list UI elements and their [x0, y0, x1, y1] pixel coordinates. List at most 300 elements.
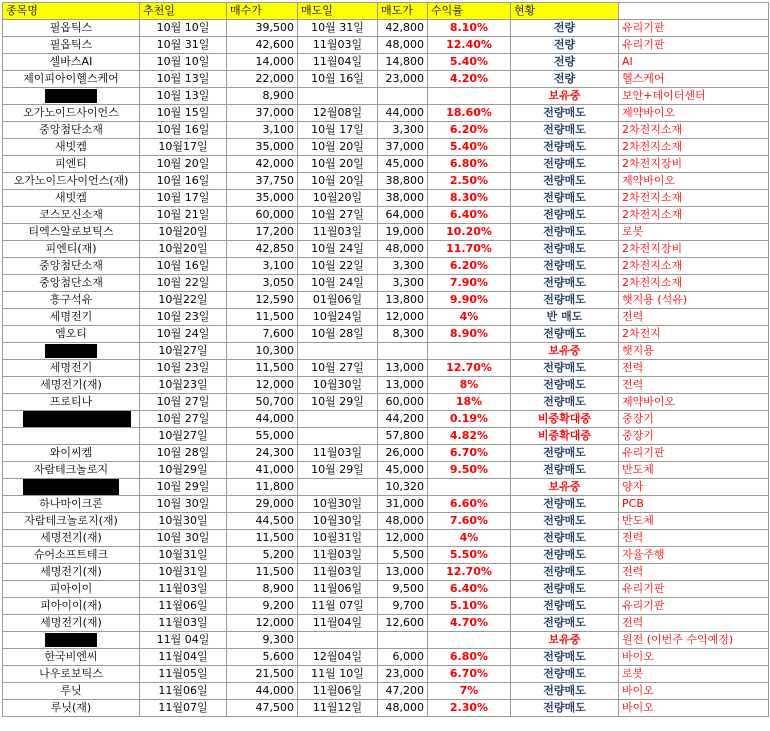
sector-cell[interactable]: 전력 — [619, 564, 769, 581]
sector-cell[interactable]: 햇지용 — [619, 343, 769, 360]
stock-name-cell[interactable]: 나우로보틱스 — [3, 666, 140, 683]
sell-price-cell[interactable]: 48,000 — [378, 700, 428, 717]
status-cell[interactable]: 전량매도 — [511, 224, 619, 241]
status-cell[interactable]: 전량매도 — [511, 598, 619, 615]
status-cell[interactable]: 전량매도 — [511, 275, 619, 292]
buy-price-cell[interactable]: 39,500 — [227, 20, 298, 37]
return-rate-cell[interactable]: 6.70% — [428, 445, 511, 462]
status-cell[interactable]: 전량매도 — [511, 666, 619, 683]
sector-cell[interactable]: 2차전지소재 — [619, 139, 769, 156]
stock-name-cell[interactable] — [3, 411, 140, 428]
status-cell[interactable]: 전량 — [511, 54, 619, 71]
sell-price-cell[interactable] — [378, 88, 428, 105]
buy-price-cell[interactable]: 3,050 — [227, 275, 298, 292]
sell-price-cell[interactable]: 44,000 — [378, 105, 428, 122]
sell-date-cell[interactable] — [298, 479, 378, 496]
sector-cell[interactable]: 제약바이오 — [619, 394, 769, 411]
header-sell-date[interactable]: 매도일 — [298, 3, 378, 20]
sell-price-cell[interactable]: 13,000 — [378, 564, 428, 581]
recommend-date-cell[interactable]: 10월27일 — [140, 428, 227, 445]
recommend-date-cell[interactable]: 10월 23일 — [140, 309, 227, 326]
buy-price-cell[interactable]: 37,750 — [227, 173, 298, 190]
status-cell[interactable]: 전량매도 — [511, 292, 619, 309]
sector-cell[interactable]: 보안+데이터센터 — [619, 88, 769, 105]
stock-name-cell[interactable]: 세명전기(재) — [3, 377, 140, 394]
recommend-date-cell[interactable]: 10월 13일 — [140, 71, 227, 88]
sell-price-cell[interactable]: 13,000 — [378, 377, 428, 394]
buy-price-cell[interactable]: 11,500 — [227, 530, 298, 547]
buy-price-cell[interactable]: 9,300 — [227, 632, 298, 649]
header-status[interactable]: 현황 — [511, 3, 619, 20]
stock-name-cell[interactable]: 와이씨켐 — [3, 445, 140, 462]
sell-price-cell[interactable]: 3,300 — [378, 275, 428, 292]
sell-price-cell[interactable] — [378, 343, 428, 360]
status-cell[interactable]: 전량매도 — [511, 241, 619, 258]
buy-price-cell[interactable]: 8,900 — [227, 581, 298, 598]
recommend-date-cell[interactable]: 10월20일 — [140, 241, 227, 258]
sell-date-cell[interactable]: 11월03일 — [298, 564, 378, 581]
sell-date-cell[interactable] — [298, 428, 378, 445]
stock-name-cell[interactable]: 한국비엔씨 — [3, 649, 140, 666]
sector-cell[interactable]: 제약바이오 — [619, 173, 769, 190]
stock-name-cell[interactable]: 중앙첨단소재 — [3, 258, 140, 275]
sell-date-cell[interactable] — [298, 88, 378, 105]
buy-price-cell[interactable]: 12,000 — [227, 615, 298, 632]
status-cell[interactable]: 전량매도 — [511, 173, 619, 190]
sell-price-cell[interactable]: 26,000 — [378, 445, 428, 462]
stock-name-cell[interactable]: 코스모신소재 — [3, 207, 140, 224]
recommend-date-cell[interactable]: 10월23일 — [140, 377, 227, 394]
recommend-date-cell[interactable]: 10월 30일 — [140, 530, 227, 547]
sector-cell[interactable]: 유리기판 — [619, 20, 769, 37]
sector-cell[interactable]: 2차전지 — [619, 326, 769, 343]
recommend-date-cell[interactable]: 11월06일 — [140, 598, 227, 615]
status-cell[interactable]: 전량매도 — [511, 122, 619, 139]
sell-date-cell[interactable]: 10월24일 — [298, 309, 378, 326]
stock-name-cell[interactable]: 세명전기(재) — [3, 530, 140, 547]
sector-cell[interactable]: 반도체 — [619, 513, 769, 530]
return-rate-cell[interactable]: 4% — [428, 309, 511, 326]
buy-price-cell[interactable]: 21,500 — [227, 666, 298, 683]
sell-date-cell[interactable]: 10월 20일 — [298, 139, 378, 156]
sell-date-cell[interactable]: 11월03일 — [298, 37, 378, 54]
sell-price-cell[interactable]: 57,800 — [378, 428, 428, 445]
sell-price-cell[interactable] — [378, 632, 428, 649]
sell-price-cell[interactable]: 64,000 — [378, 207, 428, 224]
sell-price-cell[interactable]: 37,000 — [378, 139, 428, 156]
recommend-date-cell[interactable]: 10월 16일 — [140, 258, 227, 275]
sell-price-cell[interactable]: 14,800 — [378, 54, 428, 71]
recommend-date-cell[interactable]: 10월 10일 — [140, 20, 227, 37]
stock-name-cell[interactable] — [3, 343, 140, 360]
sell-date-cell[interactable]: 12월08일 — [298, 105, 378, 122]
status-cell[interactable]: 전량매도 — [511, 700, 619, 717]
stock-name-cell[interactable]: 오가노이드사이언스(재) — [3, 173, 140, 190]
sell-date-cell[interactable] — [298, 411, 378, 428]
sell-price-cell[interactable]: 44,200 — [378, 411, 428, 428]
sector-cell[interactable]: 바이오 — [619, 683, 769, 700]
stock-name-cell[interactable]: 중앙첨단소재 — [3, 122, 140, 139]
sell-date-cell[interactable] — [298, 343, 378, 360]
recommend-date-cell[interactable]: 10월22일 — [140, 292, 227, 309]
sector-cell[interactable]: 유리기판 — [619, 598, 769, 615]
recommend-date-cell[interactable]: 10월 10일 — [140, 54, 227, 71]
return-rate-cell[interactable]: 6.80% — [428, 156, 511, 173]
return-rate-cell[interactable]: 5.50% — [428, 547, 511, 564]
stock-name-cell[interactable]: 셀바스AI — [3, 54, 140, 71]
buy-price-cell[interactable]: 42,850 — [227, 241, 298, 258]
status-cell[interactable]: 전량매도 — [511, 496, 619, 513]
return-rate-cell[interactable]: 8.90% — [428, 326, 511, 343]
stock-name-cell[interactable] — [3, 428, 140, 445]
return-rate-cell[interactable]: 5.40% — [428, 139, 511, 156]
sell-date-cell[interactable]: 01월06일 — [298, 292, 378, 309]
sector-cell[interactable]: 유리기판 — [619, 581, 769, 598]
stock-name-cell[interactable]: 중앙첨단소재 — [3, 275, 140, 292]
return-rate-cell[interactable]: 6.20% — [428, 258, 511, 275]
status-cell[interactable]: 비중확대중 — [511, 411, 619, 428]
stock-name-cell[interactable]: 필옵틱스 — [3, 37, 140, 54]
return-rate-cell[interactable]: 12.40% — [428, 37, 511, 54]
recommend-date-cell[interactable]: 10월 24일 — [140, 326, 227, 343]
sell-price-cell[interactable]: 48,000 — [378, 241, 428, 258]
sell-date-cell[interactable]: 11월12일 — [298, 700, 378, 717]
stock-name-cell[interactable]: 자람테크놀로지 — [3, 462, 140, 479]
sector-cell[interactable]: 자율주행 — [619, 547, 769, 564]
buy-price-cell[interactable]: 17,200 — [227, 224, 298, 241]
sector-cell[interactable]: 2차전지소재 — [619, 122, 769, 139]
recommend-date-cell[interactable]: 10월29일 — [140, 462, 227, 479]
stock-name-cell[interactable]: 세명전기(재) — [3, 615, 140, 632]
sell-price-cell[interactable]: 9,500 — [378, 581, 428, 598]
sell-price-cell[interactable]: 23,000 — [378, 666, 428, 683]
return-rate-cell[interactable]: 7% — [428, 683, 511, 700]
recommend-date-cell[interactable]: 11월 04일 — [140, 632, 227, 649]
sell-date-cell[interactable]: 10월 16일 — [298, 71, 378, 88]
sell-date-cell[interactable]: 11월 07일 — [298, 598, 378, 615]
sector-cell[interactable]: 전력 — [619, 615, 769, 632]
return-rate-cell[interactable]: 4.70% — [428, 615, 511, 632]
stock-name-cell[interactable]: 필옵틱스 — [3, 20, 140, 37]
recommend-date-cell[interactable]: 10월20일 — [140, 224, 227, 241]
buy-price-cell[interactable]: 5,200 — [227, 547, 298, 564]
return-rate-cell[interactable]: 11.70% — [428, 241, 511, 258]
return-rate-cell[interactable]: 8% — [428, 377, 511, 394]
return-rate-cell[interactable]: 12.70% — [428, 360, 511, 377]
buy-price-cell[interactable]: 47,500 — [227, 700, 298, 717]
status-cell[interactable]: 전량매도 — [511, 258, 619, 275]
return-rate-cell[interactable]: 2.30% — [428, 700, 511, 717]
sell-date-cell[interactable]: 11월04일 — [298, 54, 378, 71]
recommend-date-cell[interactable]: 10월 13일 — [140, 88, 227, 105]
stock-name-cell[interactable]: 루닛 — [3, 683, 140, 700]
sell-date-cell[interactable]: 10월 31일 — [298, 20, 378, 37]
status-cell[interactable]: 전량매도 — [511, 445, 619, 462]
recommend-date-cell[interactable]: 10월 28일 — [140, 445, 227, 462]
buy-price-cell[interactable]: 42,000 — [227, 156, 298, 173]
recommend-date-cell[interactable]: 11월03일 — [140, 581, 227, 598]
sell-date-cell[interactable]: 10월30일 — [298, 513, 378, 530]
return-rate-cell[interactable]: 4.20% — [428, 71, 511, 88]
buy-price-cell[interactable]: 10,300 — [227, 343, 298, 360]
buy-price-cell[interactable]: 12,590 — [227, 292, 298, 309]
buy-price-cell[interactable]: 12,000 — [227, 377, 298, 394]
sector-cell[interactable]: 2차전지소재 — [619, 275, 769, 292]
return-rate-cell[interactable]: 9.50% — [428, 462, 511, 479]
sell-date-cell[interactable]: 11월04일 — [298, 615, 378, 632]
return-rate-cell[interactable] — [428, 343, 511, 360]
sector-cell[interactable]: 전력 — [619, 309, 769, 326]
sell-price-cell[interactable]: 23,000 — [378, 71, 428, 88]
buy-price-cell[interactable]: 44,500 — [227, 513, 298, 530]
buy-price-cell[interactable]: 42,600 — [227, 37, 298, 54]
sell-price-cell[interactable]: 42,800 — [378, 20, 428, 37]
status-cell[interactable]: 전량매도 — [511, 462, 619, 479]
buy-price-cell[interactable]: 22,000 — [227, 71, 298, 88]
buy-price-cell[interactable]: 9,200 — [227, 598, 298, 615]
sector-cell[interactable]: 2차전지소재 — [619, 258, 769, 275]
recommend-date-cell[interactable]: 10월 22일 — [140, 275, 227, 292]
return-rate-cell[interactable]: 12.70% — [428, 564, 511, 581]
return-rate-cell[interactable] — [428, 479, 511, 496]
recommend-date-cell[interactable]: 10월30일 — [140, 513, 227, 530]
status-cell[interactable]: 전량매도 — [511, 190, 619, 207]
recommend-date-cell[interactable]: 11월07일 — [140, 700, 227, 717]
header-sell-price[interactable]: 매도가 — [378, 3, 428, 20]
sector-cell[interactable]: PCB — [619, 496, 769, 513]
sell-price-cell[interactable]: 13,800 — [378, 292, 428, 309]
sector-cell[interactable]: 로봇 — [619, 666, 769, 683]
sector-cell[interactable]: 전력 — [619, 530, 769, 547]
recommend-date-cell[interactable]: 10월 20일 — [140, 156, 227, 173]
stock-name-cell[interactable]: 피아이이 — [3, 581, 140, 598]
stock-name-cell[interactable]: 피아이이(재) — [3, 598, 140, 615]
buy-price-cell[interactable]: 24,300 — [227, 445, 298, 462]
header-sector[interactable] — [619, 3, 769, 20]
return-rate-cell[interactable]: 9.90% — [428, 292, 511, 309]
sector-cell[interactable]: 중장기 — [619, 428, 769, 445]
sell-price-cell[interactable]: 45,000 — [378, 462, 428, 479]
sell-price-cell[interactable]: 10,320 — [378, 479, 428, 496]
return-rate-cell[interactable]: 6.60% — [428, 496, 511, 513]
buy-price-cell[interactable]: 60,000 — [227, 207, 298, 224]
stock-name-cell[interactable]: 피엔티(재) — [3, 241, 140, 258]
return-rate-cell[interactable]: 6.20% — [428, 122, 511, 139]
sector-cell[interactable]: 햇지용 (석유) — [619, 292, 769, 309]
sell-price-cell[interactable]: 60,000 — [378, 394, 428, 411]
status-cell[interactable]: 전량 — [511, 71, 619, 88]
stock-name-cell[interactable]: 오가노이드사이언스 — [3, 105, 140, 122]
sell-price-cell[interactable]: 9,700 — [378, 598, 428, 615]
sell-date-cell[interactable]: 11월03일 — [298, 224, 378, 241]
return-rate-cell[interactable]: 0.19% — [428, 411, 511, 428]
sell-price-cell[interactable]: 3,300 — [378, 258, 428, 275]
return-rate-cell[interactable]: 2.50% — [428, 173, 511, 190]
status-cell[interactable]: 전량매도 — [511, 105, 619, 122]
buy-price-cell[interactable]: 7,600 — [227, 326, 298, 343]
status-cell[interactable]: 비중확대중 — [511, 428, 619, 445]
stock-name-cell[interactable]: 세명전기 — [3, 309, 140, 326]
sell-date-cell[interactable]: 10월 28일 — [298, 326, 378, 343]
recommend-date-cell[interactable]: 11월04일 — [140, 649, 227, 666]
sell-price-cell[interactable]: 8,300 — [378, 326, 428, 343]
sell-date-cell[interactable]: 10월30일 — [298, 496, 378, 513]
sector-cell[interactable]: 바이오 — [619, 649, 769, 666]
stock-name-cell[interactable]: 엠오티 — [3, 326, 140, 343]
header-stock-name[interactable]: 종목명 — [3, 3, 140, 20]
status-cell[interactable]: 보유중 — [511, 343, 619, 360]
recommend-date-cell[interactable]: 10월 27일 — [140, 411, 227, 428]
buy-price-cell[interactable]: 3,100 — [227, 258, 298, 275]
stock-name-cell[interactable]: 흥구석유 — [3, 292, 140, 309]
status-cell[interactable]: 전량매도 — [511, 377, 619, 394]
sector-cell[interactable]: 2차전지장비 — [619, 241, 769, 258]
stock-name-cell[interactable]: 프로티나 — [3, 394, 140, 411]
status-cell[interactable]: 전량매도 — [511, 683, 619, 700]
status-cell[interactable]: 반 매도 — [511, 309, 619, 326]
return-rate-cell[interactable]: 4% — [428, 530, 511, 547]
return-rate-cell[interactable] — [428, 632, 511, 649]
stock-name-cell[interactable]: 새빗켐 — [3, 139, 140, 156]
sell-price-cell[interactable]: 19,000 — [378, 224, 428, 241]
buy-price-cell[interactable]: 44,000 — [227, 411, 298, 428]
stock-name-cell[interactable] — [3, 632, 140, 649]
sector-cell[interactable]: 2차전지소재 — [619, 207, 769, 224]
status-cell[interactable]: 전량매도 — [511, 581, 619, 598]
sell-date-cell[interactable]: 10월 29일 — [298, 462, 378, 479]
return-rate-cell[interactable]: 5.40% — [428, 54, 511, 71]
status-cell[interactable]: 전량매도 — [511, 513, 619, 530]
sell-date-cell[interactable]: 10월 27일 — [298, 207, 378, 224]
sell-date-cell[interactable]: 10월 20일 — [298, 173, 378, 190]
status-cell[interactable]: 전량매도 — [511, 649, 619, 666]
stock-name-cell[interactable]: 피엔티 — [3, 156, 140, 173]
recommend-date-cell[interactable]: 10월31일 — [140, 564, 227, 581]
sector-cell[interactable]: 유리기판 — [619, 37, 769, 54]
status-cell[interactable]: 보유중 — [511, 632, 619, 649]
sell-price-cell[interactable]: 5,500 — [378, 547, 428, 564]
return-rate-cell[interactable]: 10.20% — [428, 224, 511, 241]
sell-price-cell[interactable]: 38,800 — [378, 173, 428, 190]
status-cell[interactable]: 보유중 — [511, 479, 619, 496]
buy-price-cell[interactable]: 37,000 — [227, 105, 298, 122]
stock-name-cell[interactable]: 루닛(재) — [3, 700, 140, 717]
return-rate-cell[interactable]: 6.40% — [428, 581, 511, 598]
sell-date-cell[interactable]: 11월06일 — [298, 683, 378, 700]
return-rate-cell[interactable]: 18.60% — [428, 105, 511, 122]
header-recommend-date[interactable]: 추천일 — [140, 3, 227, 20]
recommend-date-cell[interactable]: 11월06일 — [140, 683, 227, 700]
sector-cell[interactable]: 헬스케어 — [619, 71, 769, 88]
sector-cell[interactable]: 유리기판 — [619, 445, 769, 462]
sell-price-cell[interactable]: 13,000 — [378, 360, 428, 377]
sell-date-cell[interactable]: 10월30일 — [298, 377, 378, 394]
sell-price-cell[interactable]: 6,000 — [378, 649, 428, 666]
header-buy-price[interactable]: 매수가 — [227, 3, 298, 20]
status-cell[interactable]: 전량매도 — [511, 326, 619, 343]
stock-name-cell[interactable]: 티엑스알로보틱스 — [3, 224, 140, 241]
recommend-date-cell[interactable]: 10월 31일 — [140, 37, 227, 54]
status-cell[interactable]: 전량매도 — [511, 530, 619, 547]
buy-price-cell[interactable]: 5,600 — [227, 649, 298, 666]
buy-price-cell[interactable]: 44,000 — [227, 683, 298, 700]
sell-date-cell[interactable]: 11월03일 — [298, 547, 378, 564]
return-rate-cell[interactable]: 7.90% — [428, 275, 511, 292]
header-return-rate[interactable]: 수익률 — [428, 3, 511, 20]
return-rate-cell[interactable]: 18% — [428, 394, 511, 411]
sell-price-cell[interactable]: 48,000 — [378, 37, 428, 54]
buy-price-cell[interactable]: 11,500 — [227, 309, 298, 326]
status-cell[interactable]: 보유중 — [511, 88, 619, 105]
buy-price-cell[interactable]: 35,000 — [227, 139, 298, 156]
recommend-date-cell[interactable]: 10월 17일 — [140, 190, 227, 207]
sell-date-cell[interactable]: 12월04일 — [298, 649, 378, 666]
sell-price-cell[interactable]: 31,000 — [378, 496, 428, 513]
sector-cell[interactable]: 제약바이오 — [619, 105, 769, 122]
sector-cell[interactable]: 바이오 — [619, 700, 769, 717]
recommend-date-cell[interactable]: 10월 23일 — [140, 360, 227, 377]
sector-cell[interactable]: 양자 — [619, 479, 769, 496]
sell-date-cell[interactable]: 10월 20일 — [298, 156, 378, 173]
buy-price-cell[interactable]: 55,000 — [227, 428, 298, 445]
recommend-date-cell[interactable]: 11월05일 — [140, 666, 227, 683]
return-rate-cell[interactable]: 7.60% — [428, 513, 511, 530]
status-cell[interactable]: 전량매도 — [511, 156, 619, 173]
sector-cell[interactable]: 로봇 — [619, 224, 769, 241]
stock-name-cell[interactable]: 하나마이크론 — [3, 496, 140, 513]
return-rate-cell[interactable]: 5.10% — [428, 598, 511, 615]
buy-price-cell[interactable]: 14,000 — [227, 54, 298, 71]
sell-price-cell[interactable]: 12,600 — [378, 615, 428, 632]
stock-name-cell[interactable]: 자람테크놀로지(재) — [3, 513, 140, 530]
sector-cell[interactable]: 원전 (이번주 수익예정) — [619, 632, 769, 649]
sell-date-cell[interactable]: 10월 29일 — [298, 394, 378, 411]
sell-price-cell[interactable]: 38,000 — [378, 190, 428, 207]
stock-name-cell[interactable]: 슈어소프트테크 — [3, 547, 140, 564]
recommend-date-cell[interactable]: 10월31일 — [140, 547, 227, 564]
buy-price-cell[interactable]: 50,700 — [227, 394, 298, 411]
sector-cell[interactable]: 중장기 — [619, 411, 769, 428]
sector-cell[interactable]: 전력 — [619, 377, 769, 394]
return-rate-cell[interactable] — [428, 88, 511, 105]
status-cell[interactable]: 전량매도 — [511, 394, 619, 411]
sell-date-cell[interactable]: 10월 27일 — [298, 360, 378, 377]
sector-cell[interactable]: 2차전지소재 — [619, 190, 769, 207]
buy-price-cell[interactable]: 35,000 — [227, 190, 298, 207]
recommend-date-cell[interactable]: 10월 15일 — [140, 105, 227, 122]
status-cell[interactable]: 전량매도 — [511, 564, 619, 581]
stock-name-cell[interactable]: 세명전기 — [3, 360, 140, 377]
recommend-date-cell[interactable]: 10월 29일 — [140, 479, 227, 496]
status-cell[interactable]: 전량 — [511, 20, 619, 37]
sector-cell[interactable]: AI — [619, 54, 769, 71]
status-cell[interactable]: 전량매도 — [511, 547, 619, 564]
return-rate-cell[interactable]: 8.30% — [428, 190, 511, 207]
status-cell[interactable]: 전량매도 — [511, 615, 619, 632]
sell-date-cell[interactable]: 11월06일 — [298, 581, 378, 598]
recommend-date-cell[interactable]: 11월03일 — [140, 615, 227, 632]
sell-date-cell[interactable]: 10월 17일 — [298, 122, 378, 139]
sell-date-cell[interactable]: 10월 22일 — [298, 258, 378, 275]
sell-price-cell[interactable]: 48,000 — [378, 513, 428, 530]
buy-price-cell[interactable]: 8,900 — [227, 88, 298, 105]
stock-name-cell[interactable] — [3, 479, 140, 496]
buy-price-cell[interactable]: 3,100 — [227, 122, 298, 139]
status-cell[interactable]: 전량매도 — [511, 360, 619, 377]
sector-cell[interactable]: 전력 — [619, 360, 769, 377]
status-cell[interactable]: 전량 — [511, 37, 619, 54]
status-cell[interactable]: 전량매도 — [511, 207, 619, 224]
